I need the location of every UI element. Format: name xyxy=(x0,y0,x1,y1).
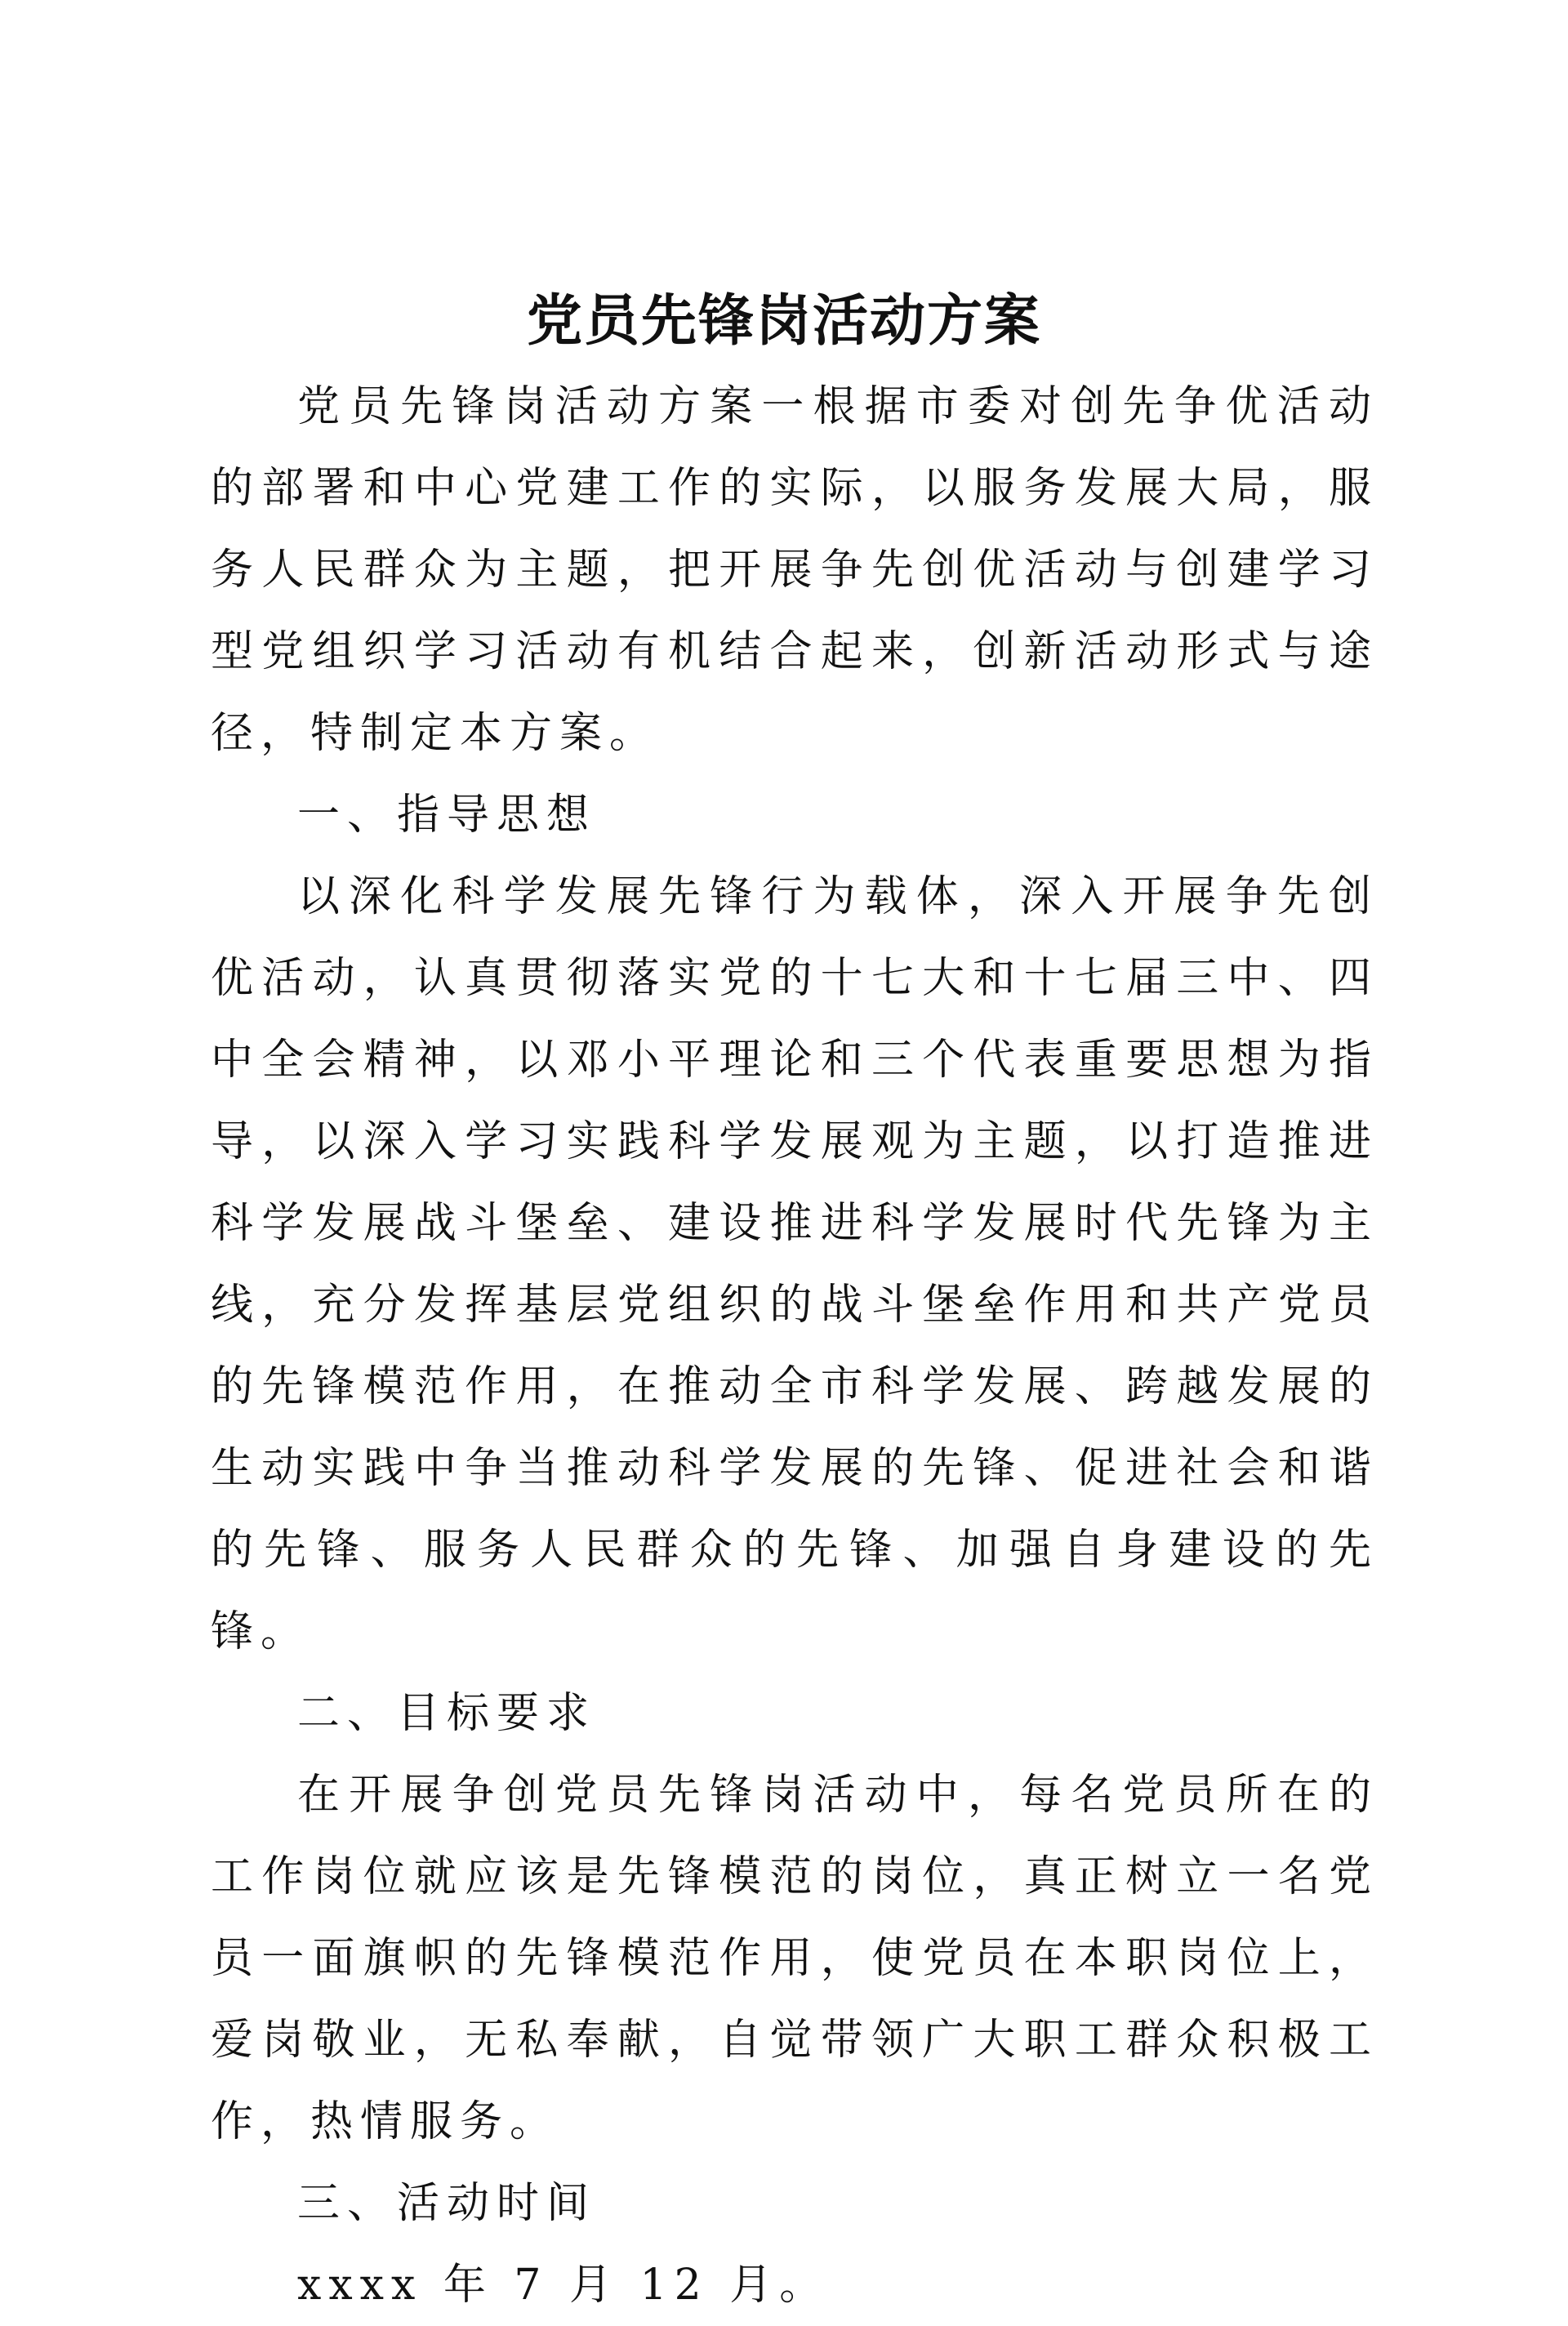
intro-paragraph: 党员先锋岗活动方案一根据市委对创先争优活动的部署和中心党建工作的实际，以服务发展大局，服务人民群众为主题，把开展争先创优活动与创建学习型党组织学习活动有机结合起来，创新活动形式与途径，特制定本方案。 xyxy=(211,382,1379,758)
section-heading-activity-time: 三、活动时间 xyxy=(297,2179,597,2228)
goals-paragraph: 在开展争创党员先锋岗活动中，每名党员所在的工作岗位就应该是先锋模范的岗位，真正树立一名党员一面旗帜的先锋模范作用，使党员在本职岗位上，爱岗敬业，无私奉献，自觉带领广大职工群众积极工作，热情服务。 xyxy=(211,1771,1379,2146)
document-body xyxy=(211,366,1379,2326)
guiding-ideology-paragraph: 以深化科学发展先锋行为载体，深入开展争先创优活动，认真贯彻落实党的十七大和十七届三中、四中全会精神，以邓小平理论和三个代表重要思想为指导，以深入学习实践科学发展观为主题，以打造推进科学发展战斗堡垒、建设推进科学发展时代先锋为主线，充分发挥基层党组织的战斗堡垒作用和共产党员的先锋模范作用，在推动全市科学发展、跨越发展的生动实践中争当推动科学发展的先锋、促进社会和谐的先锋、服务人民群众的先锋、加强自身建设的先锋。 xyxy=(211,872,1379,1656)
document-title: 党员先锋岗活动方案 xyxy=(526,288,1041,354)
section-heading-goals: 二、目标要求 xyxy=(297,1689,597,1738)
activity-time-paragraph: xxxx 年 7 月 12 月。 xyxy=(297,2261,830,2310)
section-heading-guiding-ideology: 一、指导思想 xyxy=(297,791,597,840)
